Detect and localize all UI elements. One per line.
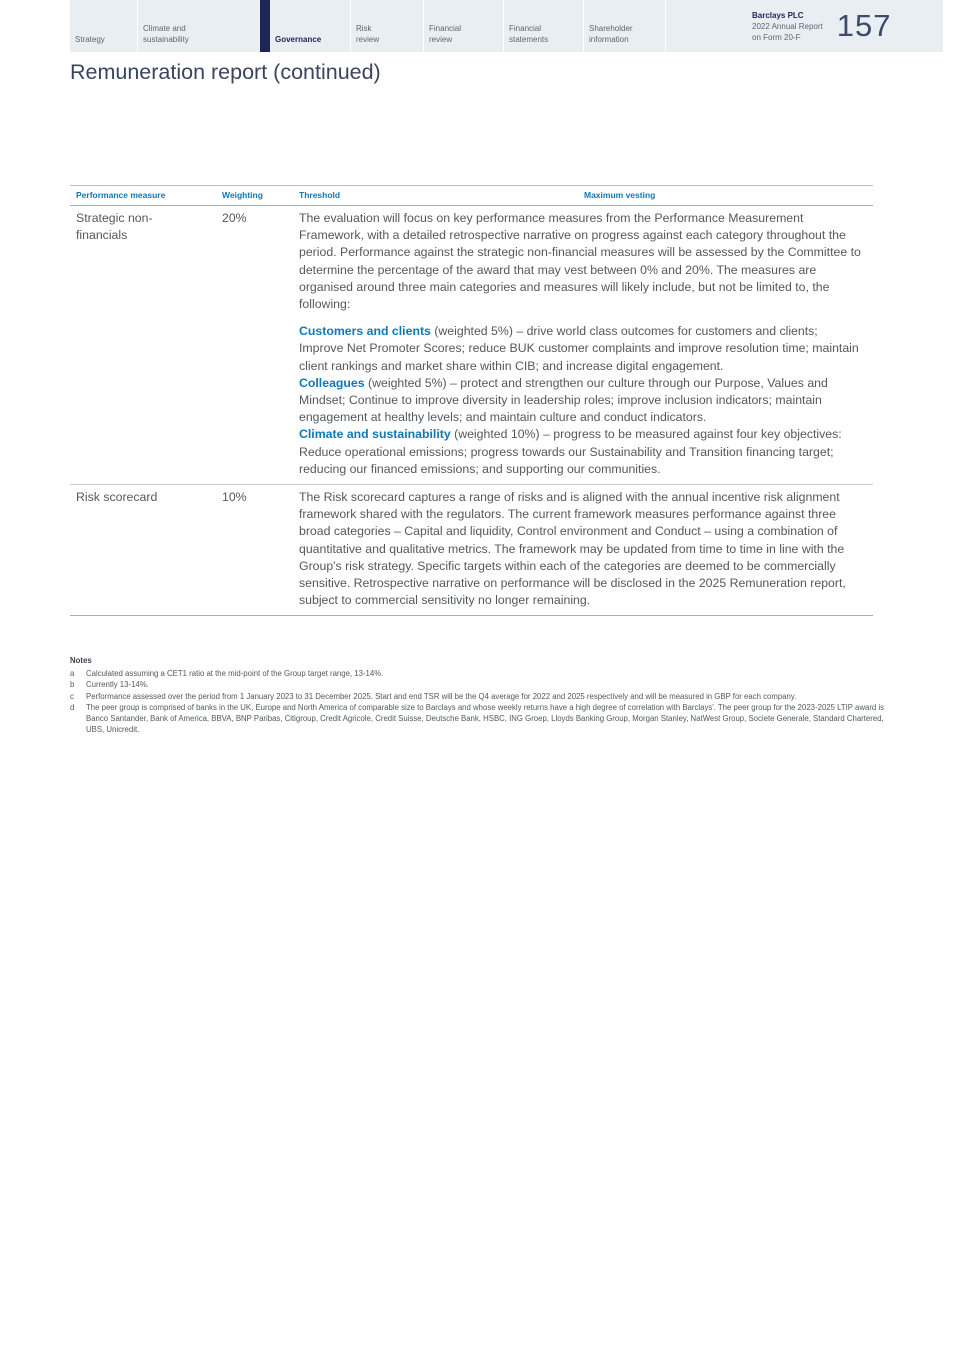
tab-label (275, 35, 321, 46)
tab-financial-statements[interactable] (503, 0, 583, 52)
note-letter: a (70, 669, 75, 678)
tab-label (143, 24, 189, 45)
paragraph (299, 375, 862, 427)
page-number: 157 (836, 8, 892, 43)
description-cell (299, 489, 873, 609)
note-letter: c (70, 691, 74, 701)
paragraph (299, 323, 862, 375)
paragraph (299, 426, 862, 443)
paragraph-text: (weighted 5%) – protect and strengthen our culture through our Purpose, Values and Mindset; Continue to improve diversity in leadership roles; improve inclusion indicators; maintain engagement at healthy levels; and maintain culture and conduct indicators. (299, 375, 828, 425)
notes-heading: Notes (70, 656, 92, 665)
tab-label-line: Climate and (143, 24, 186, 33)
note-text: The peer group is comprised of banks in the UK, Europe and North America of comparable size to Barclays and whose weekly returns have a high degree of correlation with Barclays'. The peer group for the 2023-2025 LTIP award is Banco Santander, Bank of America, BBVA, BNP Paribas, Citigroup, Credit Agricole, Credit Suisse, Deutsche Bank, HSBC, ING Groep, Lloyds Banking Group, Morgan Stanley, NatWest Group, Societe Generale, Standard Chartered, UBS, Unicredit. (86, 702, 885, 735)
notes-section (70, 656, 892, 736)
tab-strategy[interactable] (70, 0, 137, 52)
tab-label (509, 24, 548, 45)
weighting-cell: 10% (222, 490, 247, 505)
category-label-customers-and-clients: Customers and clients (299, 324, 431, 339)
tab-label (356, 24, 379, 45)
paragraph (299, 489, 862, 609)
company-name: Barclays PLC (752, 10, 804, 20)
tab-label-line: Financial (429, 24, 462, 33)
tab-label-line: information (589, 34, 629, 44)
table-row-strategic-non-financials (70, 206, 873, 484)
column-header-threshold: Threshold (299, 190, 341, 200)
note-c (70, 691, 892, 702)
paragraph (299, 210, 862, 313)
tab-climate-and-sustainability[interactable] (137, 0, 260, 52)
performance-measures-table (70, 185, 873, 616)
report-name-line: on Form 20-F (752, 32, 801, 42)
paragraph-text: Reduce operational emissions; progress towards our Sustainability and Transition financing target; reducing our financed emissions; and supporting our communities. (299, 444, 834, 476)
tab-label (589, 24, 633, 45)
tab-label-line: Strategy (75, 34, 105, 44)
tab-label-line: Governance (275, 34, 322, 44)
tab-governance[interactable] (270, 0, 350, 52)
note-letter: d (70, 702, 75, 712)
paragraph (299, 444, 862, 478)
tab-label-line: sustainability (143, 34, 189, 44)
note-d (70, 702, 892, 736)
tab-label-line: Risk (356, 24, 372, 33)
note-b (70, 679, 892, 690)
tab-label (75, 35, 105, 46)
table-row-risk-scorecard (70, 484, 873, 615)
weighting-cell: 20% (222, 211, 247, 225)
category-label-colleagues: Colleagues (299, 375, 365, 390)
page-title: Remuneration report (continued) (70, 60, 381, 84)
paragraph-text: (weighted 5%) – drive world class outcomes for customers and clients; Improve Net Promoter Scores; reduce BUK customer complaints and improve resolution time; maintain client rankings and market share within CIB; and increase digital engagement. (299, 324, 859, 373)
measure-cell: Risk scorecard (76, 490, 158, 505)
note-text: Calculated assuming a CET1 ratio at the mid-point of the Group target range, 13-14%. (86, 669, 384, 678)
description-cell (299, 210, 873, 478)
report-name-line: 2022 Annual Report (752, 21, 823, 31)
note-a (70, 668, 892, 679)
brand-block (752, 10, 823, 43)
tab-label (429, 24, 461, 45)
active-section-marker (260, 0, 270, 52)
column-header-maximum-vesting: Maximum vesting (584, 190, 656, 200)
column-header-weighting: Weighting (222, 190, 263, 200)
tab-label-line: statements (509, 34, 549, 44)
paragraph-text: (weighted 10%) – progress to be measured against four key objectives: (450, 427, 842, 442)
column-header-performance-measure: Performance measure (76, 190, 166, 200)
note-text: Currently 13-14%. (86, 680, 149, 690)
tab-financial-review[interactable] (423, 0, 503, 52)
top-navigation-bar (70, 0, 943, 52)
tab-label-line: Financial (509, 24, 542, 33)
tab-risk-review[interactable] (350, 0, 423, 52)
tab-label-line: Shareholder (589, 24, 633, 33)
note-letter: b (70, 680, 75, 690)
note-text: Performance assessed over the period from 1 January 2023 to 31 December 2025. Start and end TSR will be the Q4 average for 2022 and 2025 respectively and will be measured in GBP for each company. (86, 691, 797, 701)
paragraph-text: The Risk scorecard captures a range of risks and is aligned with the annual incentive risk alignment framework shared with the regulators. The current framework measures performance against three broad categories – Capital and liquidity, Control environment and Conduct – using a combination of quantitative and qualitative metrics. The framework may be updated from time to time in line with the Group's risk strategy. Specific targets within each of the categories are deemed to be commercially sensitive. Retrospective narrative on performance will be disclosed in the 2025 Remuneration report, subject to commercial sensitivity no longer remaining. (299, 490, 846, 608)
tab-label-line: review (356, 34, 380, 44)
paragraph-text: The evaluation will focus on key performance measures from the Performance Measurement Framework, with a detailed retrospective narrative on progress against each category throughout the period. Performance against the strategic non-financial measures will be assessed by the Committee to determine the percentage of the award that may vest between 0% and 20%. The measures are organised around three main categories and measures will likely include, but not be limited to, the following: (299, 211, 861, 312)
tab-label-line: review (429, 34, 453, 44)
table-header-row (70, 186, 873, 206)
tab-shareholder-information[interactable] (583, 0, 665, 52)
category-label-climate-and-sustainability: Climate and sustainability (299, 427, 451, 442)
measure-cell: Strategic non-financials (76, 211, 153, 243)
report-identity-block (665, 0, 943, 52)
